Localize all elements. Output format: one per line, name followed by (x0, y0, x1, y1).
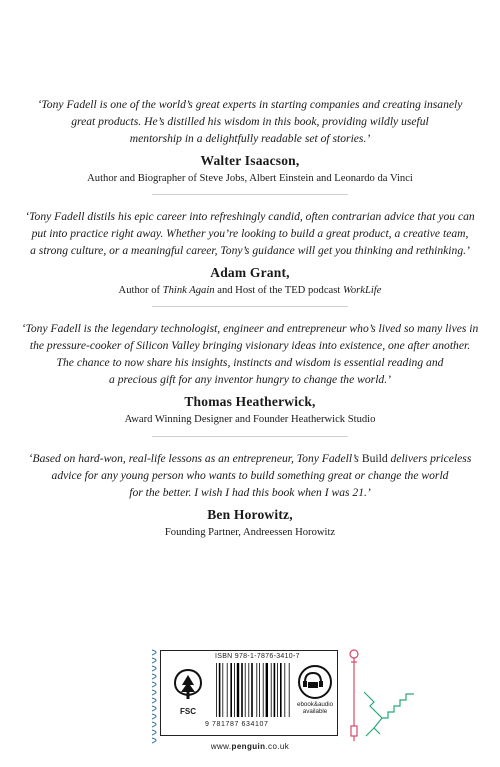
barcode-bar (216, 663, 217, 717)
author-name: Ben Horowitz, (207, 507, 293, 522)
divider (152, 306, 348, 307)
divider (152, 436, 348, 437)
quote-text: ‘Based on hard-won, real-life lessons as an entrepreneur, Tony Fadell’s Build delivers priceless advice for any young person who wants to build something great or change the world for the better. I wish I had this book when I was 21.’ (28, 452, 472, 499)
blurb-horowitz (0, 450, 500, 538)
barcode-block (160, 646, 340, 762)
barcode-digits: 9 781787 634107 (205, 721, 269, 728)
barcode-bar (266, 663, 268, 717)
blurb-grant (0, 208, 500, 296)
barcode-bar (280, 663, 282, 717)
publisher-url: www.penguin.co.uk (210, 742, 290, 751)
barcode-bar (248, 663, 249, 717)
author-name: Walter Isaacson, (200, 153, 300, 168)
ebook-label: ebook&audio (297, 701, 334, 708)
author-credit: Author of Think Again and Host of the TED podcast WorkLife (118, 285, 382, 296)
barcode-bar (263, 663, 264, 717)
ebook-audio-badge (297, 665, 333, 721)
barcode-bar (237, 663, 239, 717)
quote-text: ‘Tony Fadell is one of the world’s great experts in starting companies and creating insanely great products. He’s distilled his wisdom in this book, providing wildly useful mentorship in a delightfully readable set of stories.’ (37, 98, 463, 145)
barcode-bar (259, 663, 260, 717)
pencil-doodle-decoration (346, 648, 362, 742)
barcode-bar (227, 663, 228, 717)
author-credit: Award Winning Designer and Founder Heatherwick Studio (124, 414, 376, 425)
barcode-bar (251, 663, 253, 717)
barcode-bar (284, 663, 285, 717)
blurb-isaacson (0, 96, 500, 184)
barcode-bar (256, 663, 257, 717)
author-name: Adam Grant, (210, 265, 290, 280)
barcode-bar (234, 663, 235, 717)
quote-text: ‘Tony Fadell distils his epic career into refreshingly candid, often contrarian advice that you can put into practice right away. Whether you’re looking to build a great product, a creative team, a strong culture, or a meaningful career, Tony’s guidance will get you thinking and rethinking.’ (25, 210, 475, 257)
barcode-bar (230, 663, 232, 717)
barcode-bar (289, 663, 290, 717)
fsc-logo (171, 667, 205, 715)
barcode-bar (274, 663, 276, 717)
divider (152, 194, 348, 195)
headphones-book-icon (298, 665, 332, 699)
ebook-sub: available (302, 708, 328, 715)
barcode-bar (245, 663, 246, 717)
author-credit: Founding Partner, Andreessen Horowitz (164, 527, 336, 538)
fsc-tree-icon (171, 667, 205, 705)
author-credit: Author and Biographer of Steve Jobs, Albert Einstein and Leonardo da Vinci (87, 173, 413, 184)
barcode-bar (222, 663, 223, 717)
isbn-text: ISBN 978-1-7876-3410-7 (215, 653, 300, 660)
quote-text: ‘Tony Fadell is the legendary technologist, engineer and entrepreneur who’s lived so many lives in the pressure-cooker of Silicon Valley bringing visionary ideas into existence, one after another. The chance to now share his insights, instincts and wisdom is essential reading and a precious gift for any inventor hungry to change the world.’ (21, 322, 479, 386)
barcode-bar (241, 663, 243, 717)
barcode-bar (219, 663, 221, 717)
barcode-bars (215, 663, 291, 717)
barcode-frame (160, 650, 338, 736)
barcode-bar (271, 663, 272, 717)
staircase-doodle-decoration (362, 690, 416, 740)
author-name: Thomas Heatherwick, (184, 394, 316, 409)
barcode-bar (277, 663, 278, 717)
blurb-heatherwick (0, 320, 500, 425)
fsc-label: FSC (180, 707, 196, 716)
